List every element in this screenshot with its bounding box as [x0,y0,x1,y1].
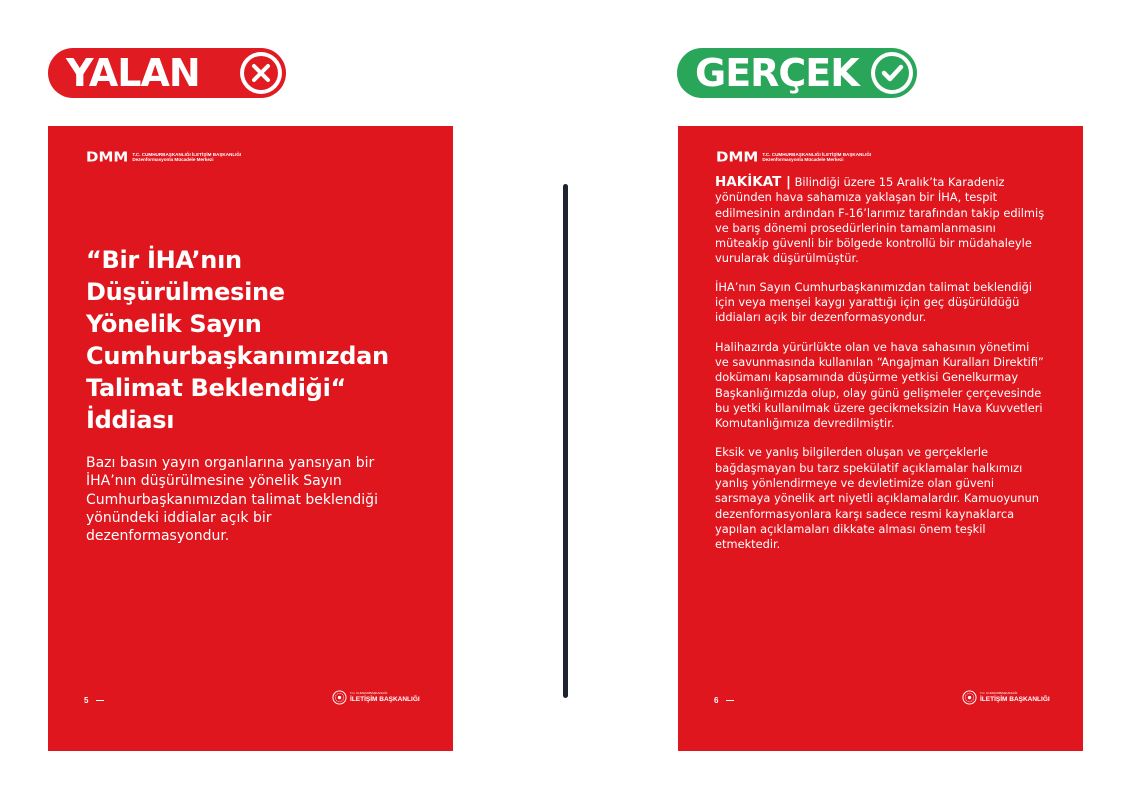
fact-paragraph-text: Bilindiği üzere 15 Aralık’ta Karadeniz yönünden hava sahamıza yaklaşan bir İHA, tespit edilmesinin ardından F-16’larımız tarafından takip edilmiş ve barış dönemi prosedürlerinin tamamlanmasını müteakip güvenli bir bölgede kontrollü bir müdahaleyle vurularak düşürülmüştür. [715,175,1045,266]
false-badge [48,48,286,98]
dmm-logo: DMM [86,148,129,166]
true-badge [677,48,917,98]
logo-big-text: İLETİŞİM BAŞKANLIĞI [980,695,1050,703]
claim-title-line: Yönelik Sayın [86,310,262,338]
page-number-value: 6 [714,696,719,705]
seal-icon [332,690,347,705]
dmm-logo: DMM [716,148,759,166]
claim-title [86,244,426,436]
close-icon [240,52,282,94]
dmm-org-text [132,152,241,163]
hakikat-lead: HAKİKAT | [715,174,791,190]
dmm-org-line1: T.C. CUMHURBAŞKANLIĞI İLETİŞİM BAŞKANLIĞI [762,151,872,157]
dmm-org-line2: Dezenformasyonla Mücadele Merkezi [762,157,844,162]
false-badge-label: YALAN [66,51,200,95]
fact-paragraph: Halihazırda yürürlükte olan ve hava sahasının yönetimi ve savunmasında kullanılan “Angajman Kuralları Direktifi” dokümanı kapsamında düşürme yetkisi Genelkurmay Başkanlığımızda olup, olay günü gelişmeler çerçevesinde bu yetki kullanılmak üzere gecikmeksizin Hava Kuvvetleri Komutanlığımıza devredilmiştir. [715,339,1044,431]
dmm-org-text [762,152,871,163]
dmm-header [86,150,241,164]
claim-title-line: Düşürülmesine [86,278,285,306]
iletisim-logo [962,690,1050,705]
logo-small-text: T.C. CUMHURBAŞKANLIĞI [980,691,1018,696]
claim-title-line: “Bir İHA’nın [86,246,242,274]
page-number [714,696,734,705]
true-badge-label: GERÇEK [695,51,859,95]
fact-page [678,126,1083,751]
claim-title-line: Talimat Beklendiği“ [86,374,346,402]
page-number [84,696,104,705]
logo-big-text: İLETİŞİM BAŞKANLIĞI [350,695,420,703]
dmm-org-line2: Dezenformasyonla Mücadele Merkezi [132,157,214,162]
claim-title-line: İddiası [86,406,175,434]
fact-paragraph: İHA’nın Sayın Cumhurbaşkanımızdan talimat beklendiği için veya menşei kaygı yarattığı için geç düşürüldüğü iddiaları açık bir dezenformasyondur. [715,279,1033,325]
fact-paragraph [715,175,1045,267]
iletisim-logo [332,690,420,705]
dmm-header [716,150,871,164]
dmm-org-line1: T.C. CUMHURBAŞKANLIĞI İLETİŞİM BAŞKANLIĞI [132,151,242,157]
fact-paragraph: Eksik ve yanlış bilgilerden oluşan ve gerçeklerle bağdaşmayan bu tarz spekülatif açıklamalar halkımızı yanlış yönlendirmeye ve devletimize olan güveni sarsmaya yönelik art niyetli açıklamalardır. Kamuoyunun dezenformasyonlara karşı sadece resmi kaynaklarca yapılan açıklamaları dikkate alması önem teşkil etmektedir. [715,445,1040,552]
page-number-dash [96,700,104,701]
page-divider [563,184,568,698]
fact-body [715,175,1045,567]
page-number-value: 5 [84,696,89,705]
check-icon [871,52,913,94]
page-number-dash [726,700,734,701]
seal-icon [962,690,977,705]
claim-page [48,126,453,751]
logo-small-text: T.C. CUMHURBAŞKANLIĞI [350,691,388,696]
claim-body: Bazı basın yayın organlarına yansıyan bir İHA’nın düşürülmesine yönelik Sayın Cumhurbaşkanımızdan talimat beklendiği yönündeki iddialar açık bir dezenformasyondur. [86,455,378,545]
claim-title-line: Cumhurbaşkanımızdan [86,342,389,370]
